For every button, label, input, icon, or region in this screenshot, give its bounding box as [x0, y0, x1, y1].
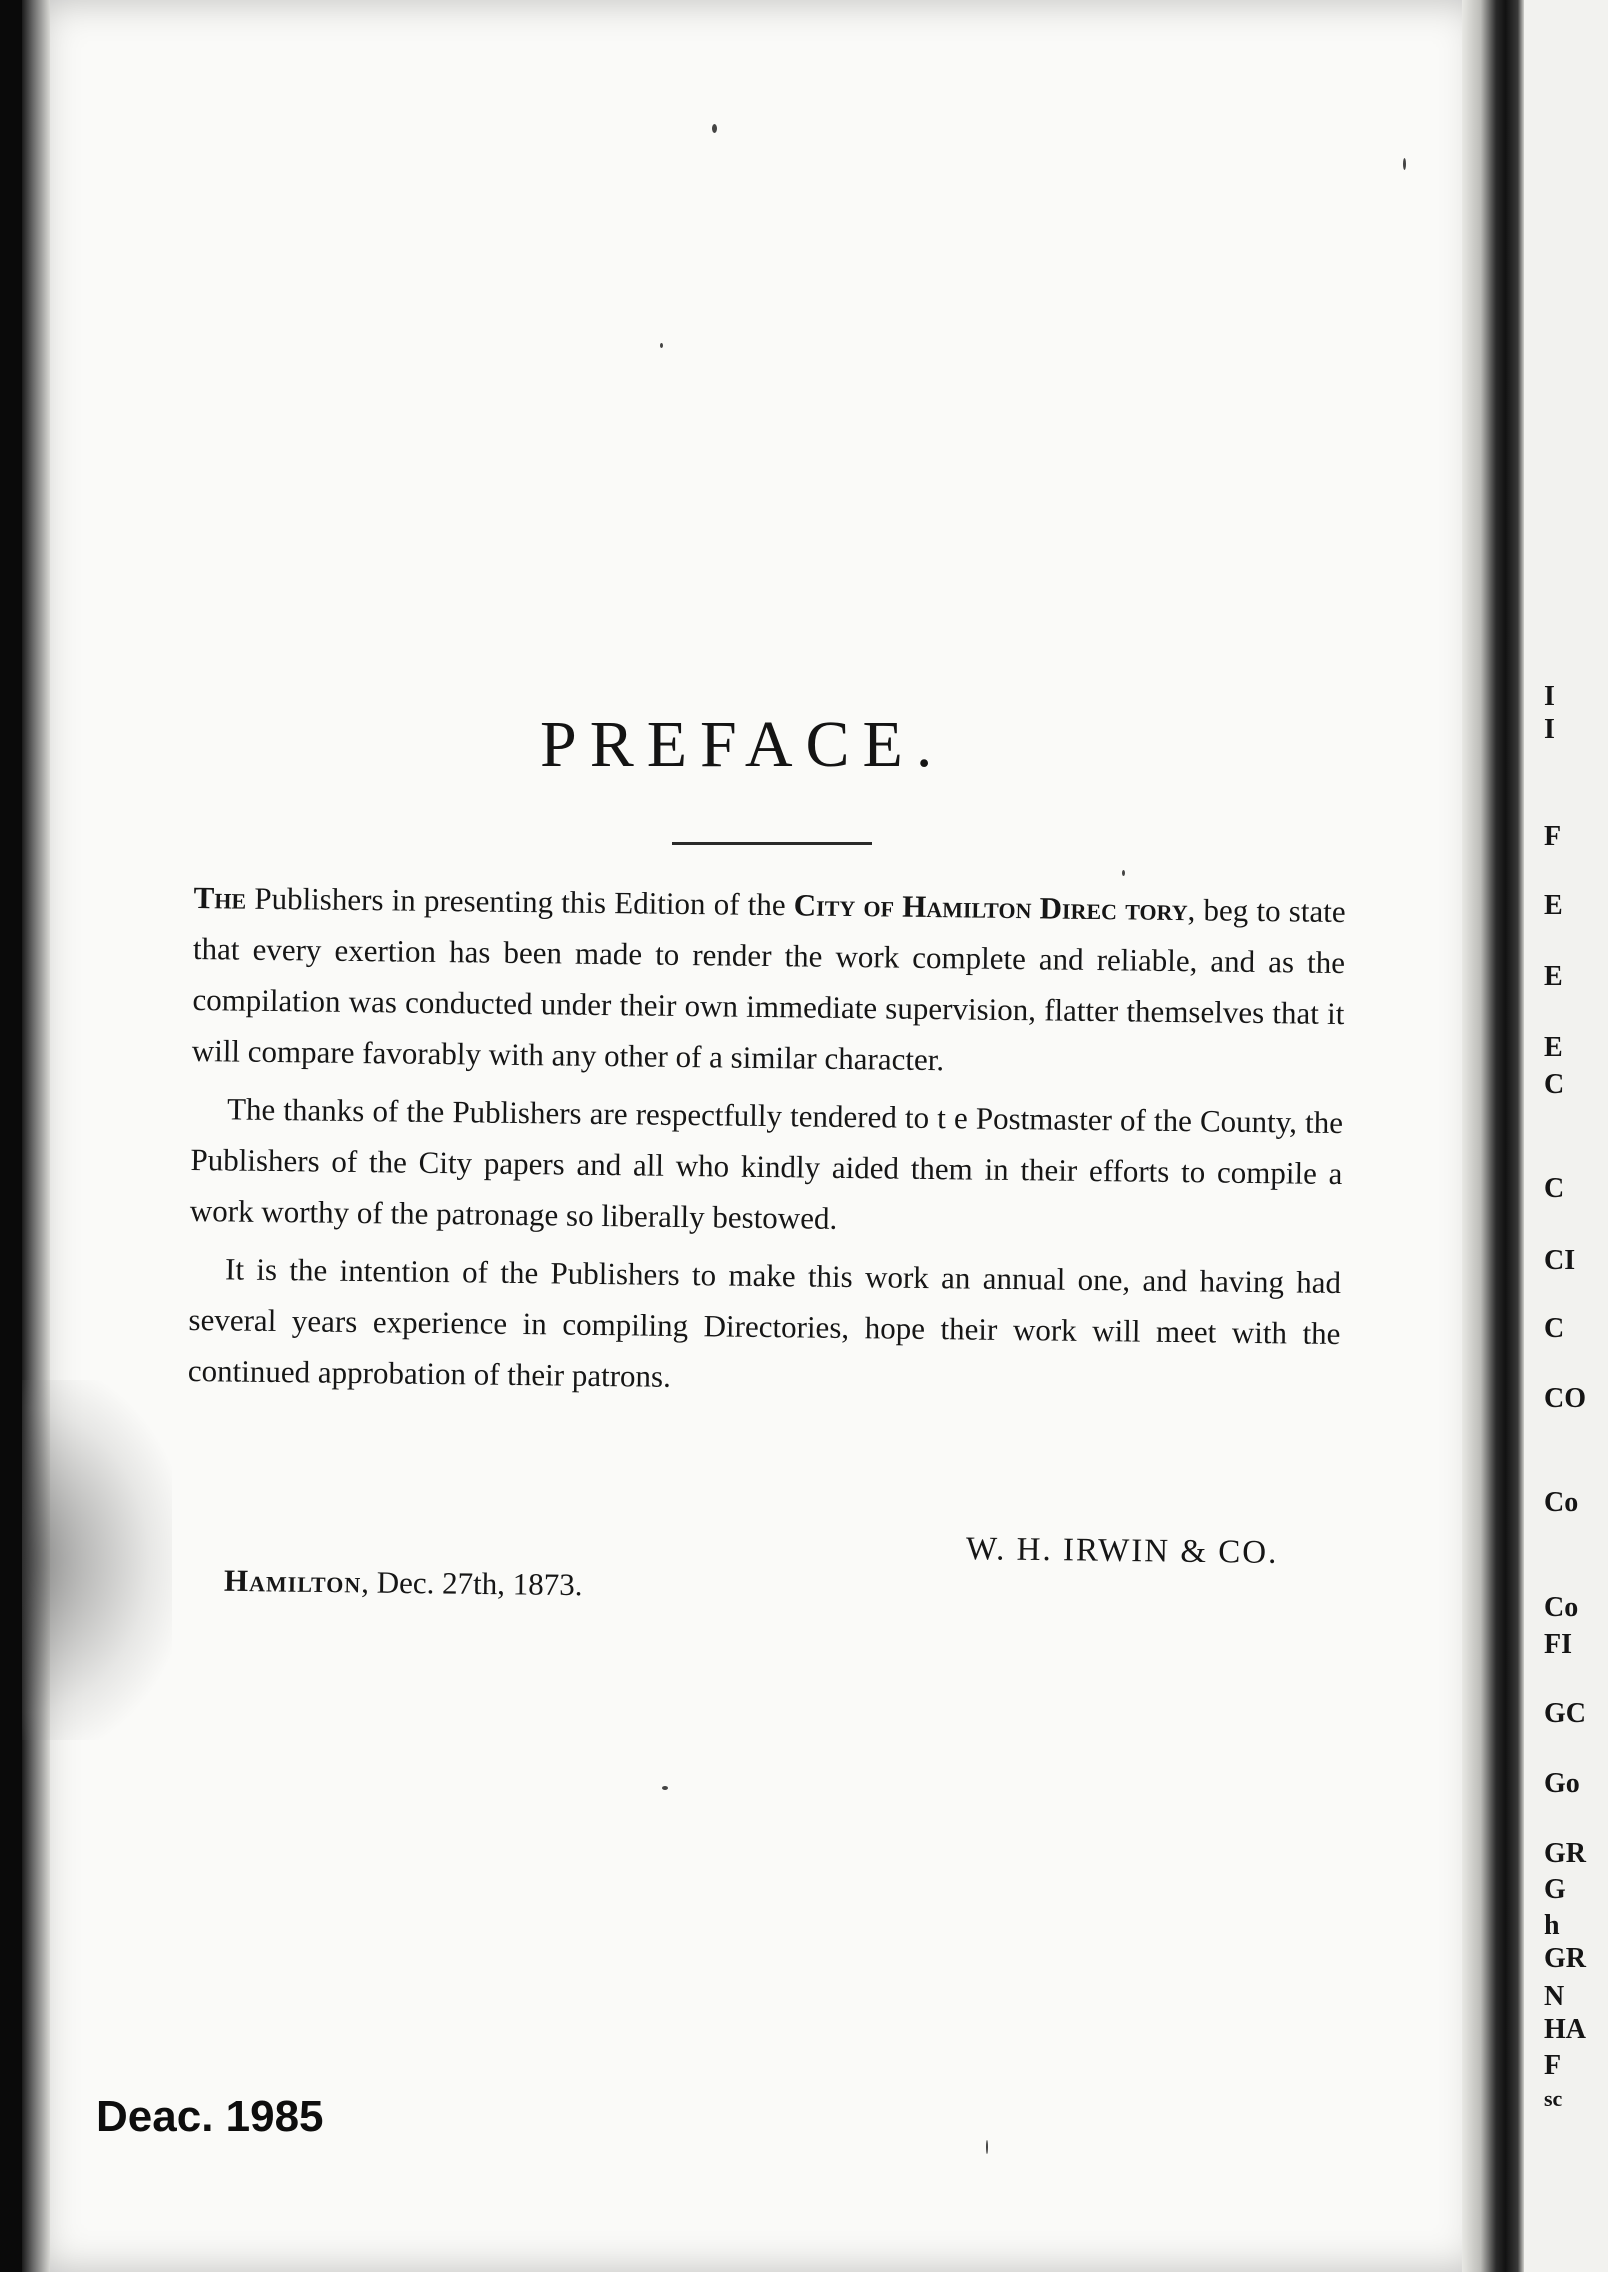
facing-page-fragment: E	[1544, 1032, 1563, 1063]
paragraph-1-text-b: , beg to state that every exertion has been made to render the work complete and reliable, and as the compilation was conducted under their own immediate supervision, flatter themselves that it will compare favorably with any other of a similar character.	[191, 892, 1346, 1078]
facing-page-fragment: GR	[1544, 1838, 1586, 1869]
facing-page-fragment: I	[1544, 681, 1555, 712]
paragraph-1	[192, 872, 1346, 1090]
paragraph-3: It is the intention of the Publishers to make this work an annual one, and having had several years experience in compiling Directories, hope their work will meet with the continued approbation of their patrons.	[187, 1251, 1342, 1394]
preface-body	[188, 872, 1346, 1417]
facing-page-fragment: F	[1544, 2050, 1562, 2081]
title-rule	[672, 842, 872, 845]
facing-page-fragment: Co	[1544, 1592, 1579, 1623]
facing-page-fragment: F	[1544, 821, 1562, 852]
facing-page-fragment: HA	[1544, 2014, 1586, 2045]
archive-stamp: Deac. 1985	[96, 2092, 324, 2141]
facing-page-fragment: G	[1544, 1874, 1566, 1905]
paragraph-1-text-a: Publishers in presenting this Edition of the	[245, 880, 794, 923]
dust-speck	[1403, 158, 1406, 170]
facing-page-fragment: GC	[1544, 1698, 1586, 1729]
dateline-place: Hamilton	[223, 1562, 362, 1600]
facing-page-strip	[1524, 0, 1608, 2272]
book-gutter	[1462, 0, 1524, 2272]
dust-speck	[660, 343, 663, 348]
dust-speck	[712, 124, 717, 133]
facing-page-fragment: CI	[1544, 1245, 1576, 1276]
dateline-date: , Dec. 27th, 1873.	[361, 1564, 583, 1603]
facing-page-fragment: FI	[1544, 1629, 1572, 1660]
paragraph-2: The thanks of the Publishers are respectfully tendered to t e Postmaster of the County, the Publishers of the City papers and all who kindly aided them in their efforts to compile a work worthy of the patronage so liberally bestowed.	[189, 1091, 1344, 1236]
dust-speck	[1122, 870, 1125, 876]
facing-page-fragment: E	[1544, 961, 1563, 992]
dust-speck	[986, 2140, 988, 2154]
facing-page-fragment: h	[1544, 1910, 1560, 1941]
facing-page-fragment: C	[1544, 1069, 1565, 1100]
paragraph-1-lead: The	[193, 879, 247, 916]
dust-speck	[662, 1786, 668, 1790]
facing-page-fragment: C	[1544, 1173, 1565, 1204]
facing-page-fragment: N	[1544, 1981, 1565, 2012]
directory-name: City of Hamilton Direc tory	[793, 887, 1188, 928]
page-smudge	[22, 1380, 172, 1740]
facing-page-fragment: Go	[1544, 1768, 1580, 1799]
facing-page-fragment: I	[1544, 714, 1555, 745]
facing-page-fragment: E	[1544, 890, 1563, 921]
publisher-signature: W. H. IRWIN & CO.	[965, 1531, 1279, 1571]
facing-page-fragment: GR	[1544, 1943, 1586, 1974]
page-title: PREFACE.	[540, 708, 946, 781]
dateline	[224, 1563, 583, 1603]
facing-page-fragment: CO	[1544, 1383, 1586, 1414]
facing-page-fragment: C	[1544, 1313, 1565, 1344]
facing-page-fragment: Co	[1544, 1487, 1579, 1518]
facing-page-fragment: sc	[1544, 2086, 1563, 2111]
page-left-edge-shadow	[22, 0, 50, 2272]
